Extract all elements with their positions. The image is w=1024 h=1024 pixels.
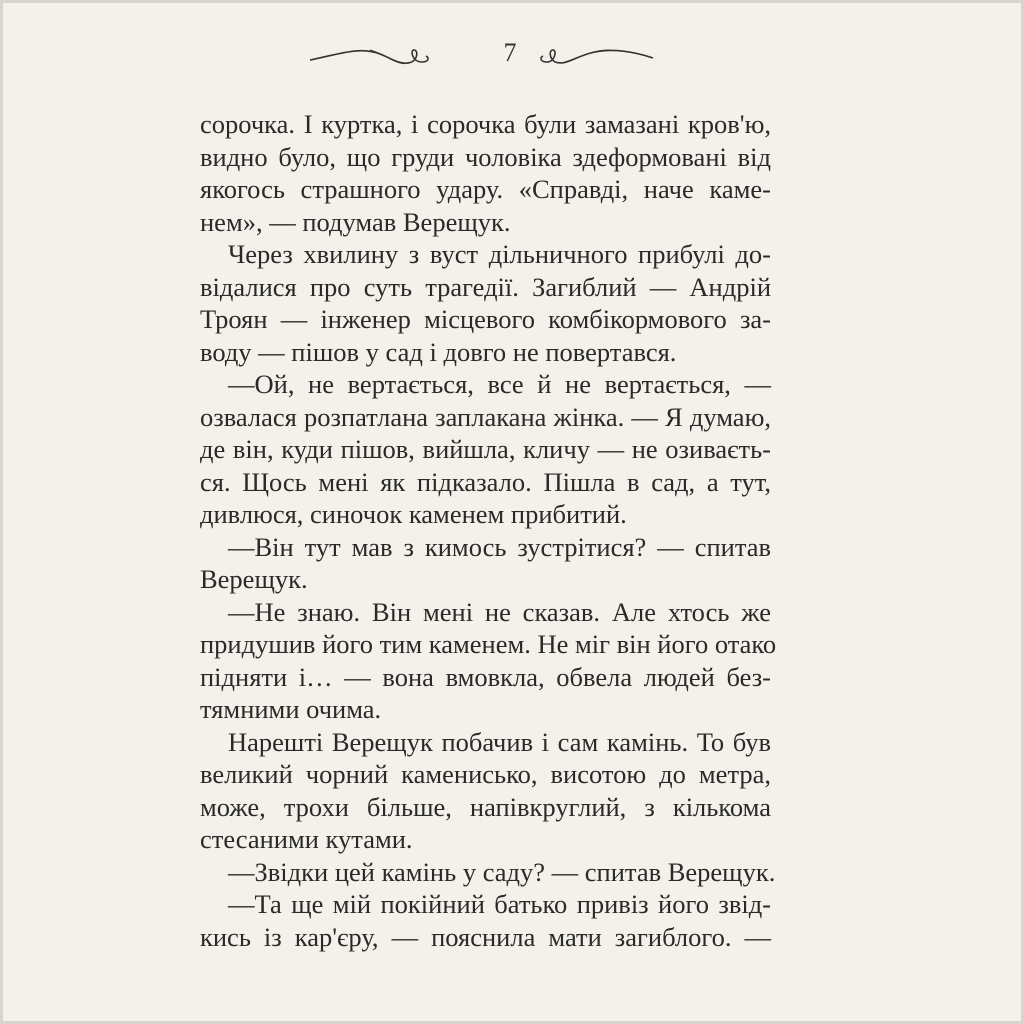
text-line: тямними очима. bbox=[200, 694, 382, 724]
text-line: кись із кар'єру, — пояснила мати загиблого. — bbox=[200, 921, 771, 952]
text-line: —Він тут мав з кимось зустрітися? — спитав bbox=[228, 531, 771, 562]
page-number: 7 bbox=[503, 38, 517, 67]
text-line: стесаними кутами. bbox=[200, 824, 413, 854]
page-header bbox=[300, 36, 720, 76]
text-line: видно було, що груди чоловіка здеформовані від bbox=[200, 141, 771, 172]
text-line: ся. Щось мені як підказало. Пішла в сад, а тут, bbox=[200, 466, 771, 497]
text-line: якогось страшного удару. «Справді, наче каме- bbox=[200, 174, 771, 204]
text-line: —Та ще мій покійний батько привіз його звід- bbox=[228, 889, 771, 919]
text-line: може, трохи більше, напівкруглий, з кількома bbox=[200, 791, 771, 822]
text-line: Нарешті Верещук побачив і сам камінь. То був bbox=[228, 726, 771, 757]
right-flourish-icon bbox=[525, 36, 665, 76]
text-line: де він, куди пішов, вийшла, кличу — не озиваєть- bbox=[200, 434, 771, 464]
text-line: —Звідки цей камінь у саду? — спитав Верещук. bbox=[228, 856, 776, 887]
body-text bbox=[200, 108, 777, 953]
text-line: воду — пішов у сад і довго не повертався. bbox=[200, 336, 677, 367]
text-line: Верещук. bbox=[200, 564, 308, 594]
text-line: дивлюся, синочок каменем прибитий. bbox=[200, 499, 627, 529]
text-line: великий чорний каменисько, висотою до метра, bbox=[200, 759, 771, 789]
text-line: —Ой, не вертається, все й не вертається, — bbox=[228, 369, 771, 399]
text-line: придушив його тим каменем. Не міг він його отако bbox=[200, 629, 777, 659]
text-line: Троян — інженер місцевого комбікормового за- bbox=[200, 304, 771, 334]
text-line: відалися про суть трагедії. Загиблий — Андрій bbox=[200, 271, 771, 302]
text-line: озвалася розпатлана заплакана жінка. — Я думаю, bbox=[200, 401, 771, 432]
text-line: —Не знаю. Він мені не сказав. Але хтось же bbox=[228, 596, 771, 627]
text-line: нем», — подумав Верещук. bbox=[200, 206, 511, 237]
text-line: Через хвилину з вуст дільничного прибулі до- bbox=[228, 239, 771, 269]
text-line: підняти і… — вона вмовкла, обвела людей без- bbox=[200, 661, 771, 692]
text-line: сорочка. І куртка, і сорочка були замазані кров'ю, bbox=[200, 109, 771, 139]
